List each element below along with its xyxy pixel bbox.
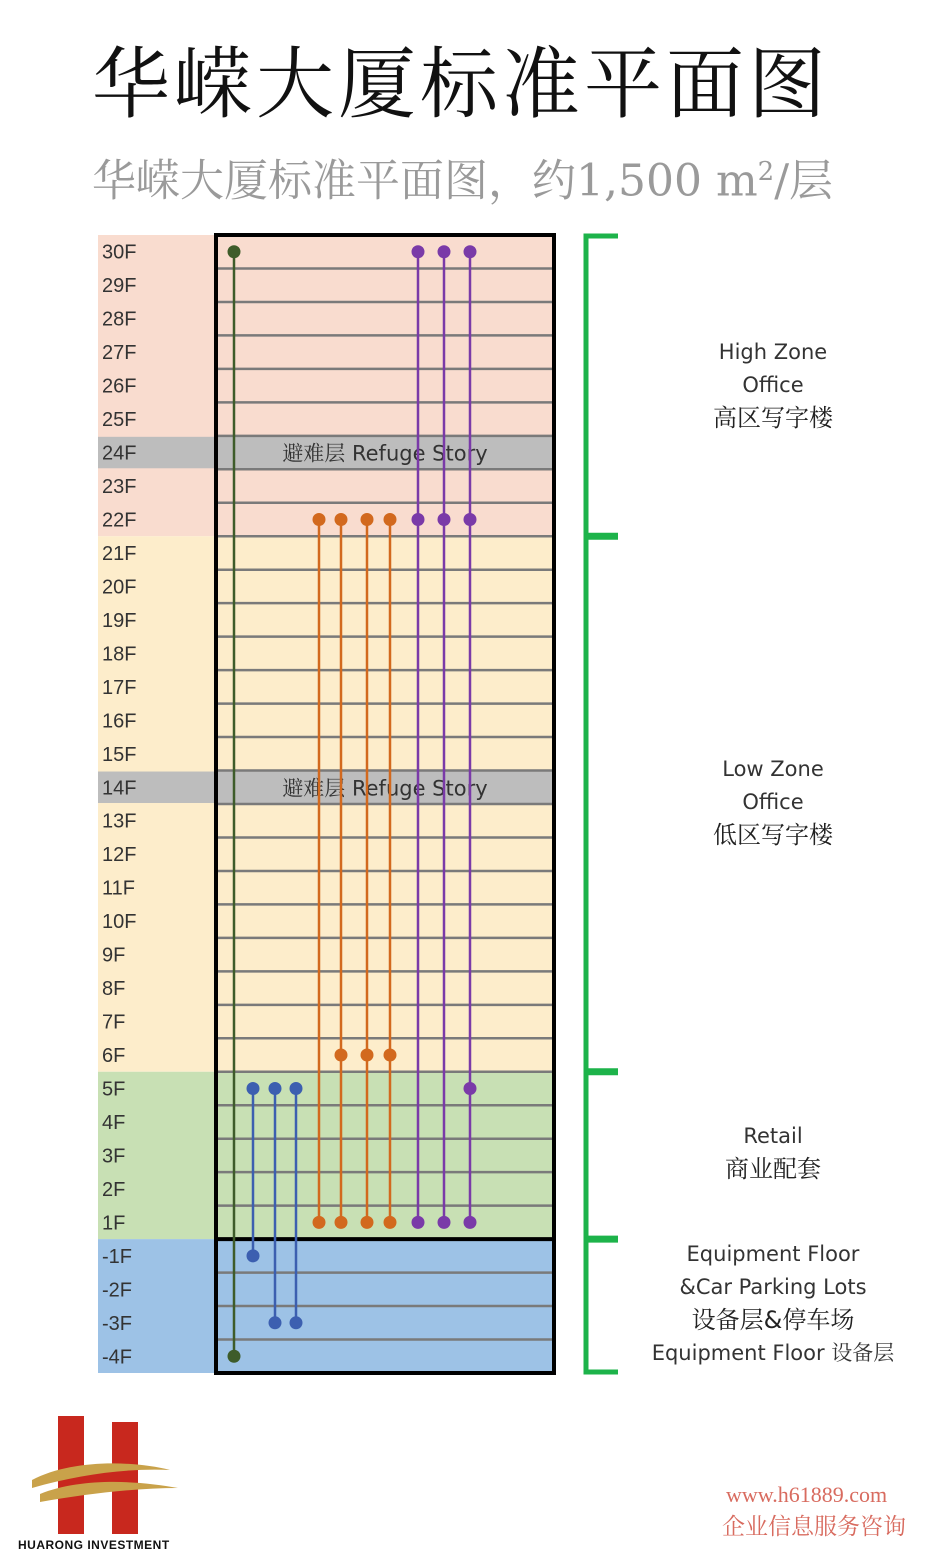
zone-label-basement-cn: 设备层&停车场 — [691, 1306, 855, 1334]
elevator-stop — [335, 513, 348, 526]
zone-label-retail-en1: Retail — [743, 1124, 803, 1148]
elevator-stop — [412, 513, 425, 526]
elevator-stop — [464, 1216, 477, 1229]
floor-label: 4F — [102, 1111, 126, 1134]
logo-text: HUARONG INVESTMENT — [18, 1538, 170, 1552]
elevator-stop — [361, 1049, 374, 1062]
subtitle-superscript: 2 — [757, 157, 775, 187]
zone-band-high — [98, 235, 554, 536]
zone-label-high — [653, 336, 893, 435]
floor-label: 1F — [102, 1212, 126, 1235]
floor-label: 25F — [102, 409, 137, 432]
floor-label: 20F — [102, 576, 137, 599]
zone-label-low — [653, 753, 893, 852]
elevator-stop — [412, 245, 425, 258]
elevator-stop — [335, 1216, 348, 1229]
refuge-label: 避难层 Refuge Story — [282, 441, 488, 466]
page-title: 华嵘大厦标准平面图 — [92, 40, 831, 130]
floor-label: 8F — [102, 978, 126, 1001]
elevator-stop — [438, 1216, 451, 1229]
floor-label: 12F — [102, 844, 137, 867]
elevator-stop — [464, 513, 477, 526]
zone-label-low-en1: Low Zone — [722, 757, 824, 781]
zone-band-retail — [98, 1072, 554, 1239]
elevator-stop — [361, 1216, 374, 1229]
floor-label: 26F — [102, 375, 137, 398]
zone-label-low-en2: Office — [742, 790, 804, 814]
elevator-stop — [247, 1249, 260, 1262]
elevator-stop — [290, 1316, 303, 1329]
floor-label: 29F — [102, 275, 137, 298]
elevator-stop — [438, 245, 451, 258]
floor-label: 18F — [102, 643, 137, 666]
huarong-logo — [20, 1408, 190, 1558]
elevator-stop — [412, 1216, 425, 1229]
floor-label: 13F — [102, 810, 137, 833]
floor-label: 9F — [102, 944, 126, 967]
floor-label: 5F — [102, 1078, 126, 1101]
refuge-label: 避难层 Refuge Story — [282, 776, 488, 801]
floor-label: 22F — [102, 509, 137, 532]
floor-label: 24F — [102, 442, 137, 465]
elevator-stop — [313, 1216, 326, 1229]
floor-label: 16F — [102, 710, 137, 733]
floor-label: 11F — [102, 877, 135, 900]
floor-label: 3F — [102, 1145, 126, 1168]
elevator-stop — [228, 245, 241, 258]
zone-bracket-high — [586, 236, 618, 535]
zone-bracket-low — [586, 537, 618, 1071]
elevator-stop — [384, 1216, 397, 1229]
subtitle-text: 华嵘大厦标准平面图，约1,500 m — [92, 155, 758, 207]
watermark-url: www.h61889.com — [726, 1482, 888, 1507]
subtitle-suffix: /层 — [774, 155, 834, 207]
elevator-stop — [361, 513, 374, 526]
watermark-text: 企业信息服务咨询 — [722, 1514, 906, 1540]
floor-label: 10F — [102, 911, 137, 934]
zone-label-basement-en3: Equipment Floor 设备层 — [651, 1341, 895, 1365]
floor-label: -1F — [102, 1245, 132, 1268]
zone-bracket-basement — [586, 1240, 618, 1372]
zone-label-basement-en2: &Car Parking Lots — [679, 1275, 867, 1299]
zone-label-low-cn: 低区写字楼 — [713, 821, 833, 849]
floor-label: 21F — [102, 542, 137, 565]
zone-label-high-cn: 高区写字楼 — [713, 404, 833, 432]
elevator-stop — [313, 513, 326, 526]
floor-label: 7F — [102, 1011, 126, 1034]
zone-label-high-en2: Office — [742, 373, 804, 397]
elevator-stop — [269, 1316, 282, 1329]
floor-label: 14F — [102, 777, 137, 800]
elevator-stop — [464, 1082, 477, 1095]
elevator-stop — [247, 1082, 260, 1095]
zone-label-basement-en1: Equipment Floor — [686, 1242, 860, 1266]
elevator-stop — [384, 513, 397, 526]
zone-label-high-en1: High Zone — [718, 340, 828, 364]
floor-label: 19F — [102, 609, 137, 632]
elevator-stop — [269, 1082, 282, 1095]
elevator-stop — [335, 1049, 348, 1062]
floor-label: 23F — [102, 476, 137, 499]
floor-label: 15F — [102, 743, 137, 766]
zone-bracket-retail — [586, 1073, 618, 1238]
floor-label: 27F — [102, 342, 137, 365]
floor-label: -4F — [102, 1346, 132, 1369]
elevator-stop — [228, 1350, 241, 1363]
zone-label-basement — [623, 1238, 923, 1370]
elevator-stop — [384, 1049, 397, 1062]
elevator-stop — [290, 1082, 303, 1095]
floor-label: 2F — [102, 1178, 126, 1201]
floor-label: 28F — [102, 308, 137, 331]
zone-label-retail — [653, 1120, 893, 1186]
floor-label: -3F — [102, 1312, 132, 1335]
zone-label-retail-cn: 商业配套 — [725, 1155, 821, 1183]
elevator-stop — [438, 513, 451, 526]
floor-label: 6F — [102, 1045, 126, 1068]
elevator-stop — [464, 245, 477, 258]
floor-label: 17F — [102, 676, 137, 699]
floor-label: 30F — [102, 241, 137, 264]
floor-label: -2F — [102, 1279, 132, 1302]
